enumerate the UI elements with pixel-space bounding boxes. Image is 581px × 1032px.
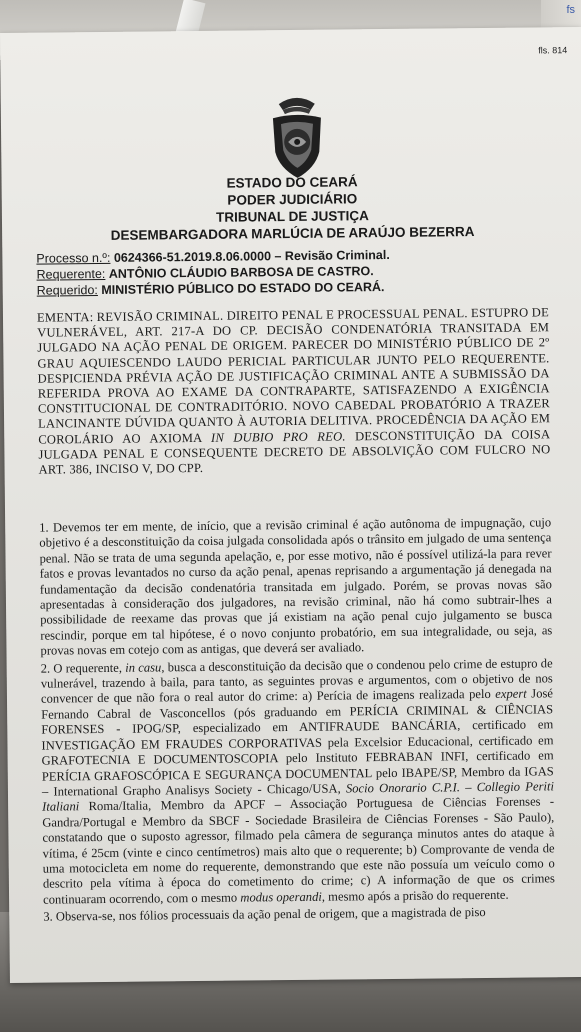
header-branch: PODER JUDICIÁRIO bbox=[227, 191, 358, 208]
p2-text-c: José Fernando Cabral de Vasconcellos (pós graduando em PERÍCIA CRIMINAL & CIÊNCIAS FORENSES - IPOG/SP, especializado em ANTIFRAUDE BANCÁRIA, certificado em INVESTIGAÇÃO EM FRAUDES CORPORATIVAS pela Excelsior Educacional, certificado em GRAFOTECNIA E DOCUMENTOSCOPIA pelo Instituto FEBRABAN INFI, certificado em PERÍCIA GRAFOSCÓPICA E SEGURANÇA DOCUMENTAL pelo IBAPE/SP, Membro da IGAS – International Grapho Analisys Society - Chicago/USA, bbox=[41, 686, 554, 799]
applicant-value: ANTÔNIO CLÁUDIO BARBOSA DE CASTRO. bbox=[108, 264, 374, 281]
p2-italic-modus: modus operandi bbox=[240, 889, 322, 905]
corner-handwritten-mark: fs bbox=[566, 4, 575, 16]
p2-text-d: Roma/Italia, Membro da APCF – Associação Portuguesa de Ciências Forenses - Gandra/Portugal e Membro da SBCF - Sociedade Brasileira de Ciências Forenses - São Paulo), constatando que o suposto agressor, filmado pela câmera de segurança minutos antes do ataque à vítima, é 25cm (vinte e cinco centímetros) mais alto que o requerente; b) Comprovante de venda de uma motocicleta em nome do requerente, demonstrando que este não possuía um veículo como o descrito pela vítima à época do cometimento do crime; c) A informação de que os crimes continuaram ocorrendo, com o mesmo bbox=[42, 794, 555, 907]
ementa-latin-axiom: IN DUBIO PRO REO. bbox=[210, 429, 346, 445]
document-page bbox=[0, 27, 581, 983]
court-header bbox=[2, 171, 581, 245]
court-seal-icon bbox=[257, 90, 338, 183]
p2-italic-collegio: Socio Onorario C.P.I. – Collegio Periti Italiani bbox=[42, 779, 555, 814]
respondent-label: Requerido: bbox=[36, 283, 98, 298]
paragraph-2 bbox=[41, 656, 556, 908]
header-state: ESTADO DO CEARÁ bbox=[226, 174, 358, 191]
header-judge: DESEMBARGADORA MARLÚCIA DE ARAÚJO BEZERRA bbox=[110, 224, 475, 243]
applicant-label: Requerente: bbox=[36, 266, 106, 282]
p2-italic-expert: expert bbox=[495, 687, 527, 702]
header-court: TRIBUNAL DE JUSTIÇA bbox=[215, 208, 369, 225]
respondent-value: MINISTÉRIO PÚBLICO DO ESTADO DO CEARÁ. bbox=[101, 280, 385, 297]
page-number: fls. 814 bbox=[538, 45, 568, 56]
ementa-text-end: DESCONSTITUIÇÃO DA COISA JULGADA PENAL E CONSEQUENTE DECRETO DE ABSOLVIÇÃO COM FULCRO NO ART. 386, INCISO V, DO CPP. bbox=[38, 426, 551, 477]
process-value: 0624366-51.2019.8.06.0000 – Revisão Criminal. bbox=[113, 247, 390, 265]
p2-italic-in-casu: in casu bbox=[125, 660, 162, 675]
p2-text-e: , mesmo após a prisão do requerente. bbox=[321, 887, 509, 904]
case-info bbox=[36, 245, 556, 298]
paragraph-3: 3. Observa-se, nos fólios processuais da ação penal de origem, que a magistrada de piso bbox=[43, 905, 486, 924]
process-label: Processo n.º: bbox=[36, 250, 111, 266]
p2-text-b: , busca a desconstituição da decisão que o condenou pelo crime de estupro de vulnerável, trazendo à baila, para tanto, as seguintes provas e argumentos, com o objetivo de nos convencer de que não fora o real autor do crime: a) Perícia de imagens realizada pelo bbox=[40, 655, 553, 707]
p2-text-a: 2. O requerente, bbox=[40, 660, 126, 676]
document-body bbox=[39, 515, 555, 925]
paragraph-1: 1. Devemos ter em mente, de início, que a revisão criminal é ação autônoma de impugnação, cujo objetivo é a desconstituição da coisa julgada consolidada após o trânsito em julgado de uma sentença penal. Não se trata de uma segunda apelação, e, por esse motivo, não é possível utilizá-la para rever fatos e provas levantados no curso da ação penal, apenas reprisando a argumentação já denegada na fundamentação da decisão condenatória transitada em julgado. Porém, se provas novas são apresentadas à consideração dos julgadores, na revisão criminal, não há como subtrair-lhes a possibilidade de reexame das provas que já existiam na ação penal cujo julgamento se busca rescindir, porque em tal hipótese, é o novo conjunto probatório, em sua integralidade, ou seja, as provas novas em cotejo com as antigas, que deverá ser avaliado. bbox=[39, 515, 553, 658]
ementa-text-start: EMENTA: REVISÃO CRIMINAL. DIREITO PENAL E PROCESSUAL PENAL. ESTUPRO DE VULNERÁVEL, ART. 217-A DO CP. DECISÃO CONDENATÓRIA TRANSITADA EM JULGADO NA AÇÃO PENAL DE ORIGEM. PARECER DO MINISTÉRIO PÚBLICO DE 2º GRAU AQUIESCENDO LAUDO PERICIAL PARTICULAR JUNTO PELO REQUERENTE. DESPICIENDA PRÉVIA AÇÃO DE JUSTIFICAÇÃO CRIMINAL ANTE A SUBMISSÃO DA REFERIDA PROVA AO EXAME DA CONTRAPARTE, SATISFAZENDO A EXIGÊNCIA CONSTITUCIONAL DE CONTRADITÓRIO. NOVO CABEDAL PROBATÓRIO A TRAZER LANCINANTE DÚVIDA QUANTO À AUTORIA DELITIVA. PROCEDÊNCIA DA AÇÃO EM COROLÁRIO AO AXIOMA bbox=[36, 305, 551, 447]
ementa-paragraph bbox=[37, 305, 551, 478]
